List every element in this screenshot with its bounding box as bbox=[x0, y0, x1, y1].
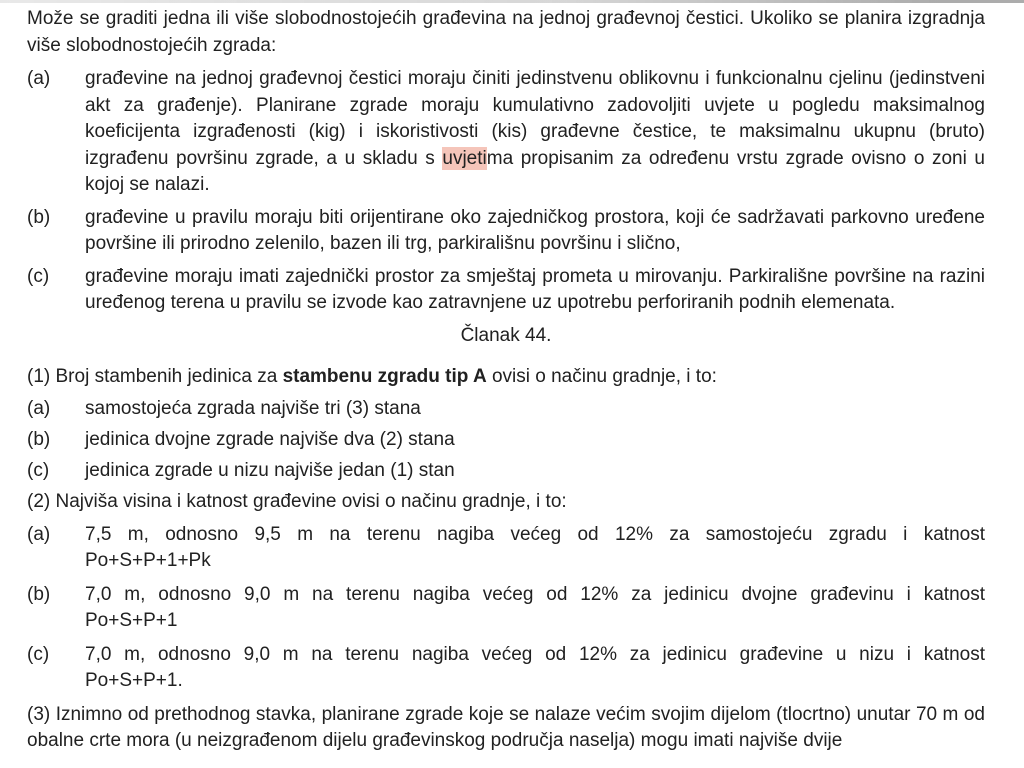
item-text bbox=[85, 66, 985, 199]
item-marker-c: (c) bbox=[27, 643, 50, 665]
item-text-line1: 7,0 m, odnosno 9,0 m na terenu nagiba većeg od 12% za jedinicu građevine u nizu i katnost bbox=[85, 643, 985, 665]
item-marker-c: (c) bbox=[27, 265, 50, 287]
item-marker-a: (a) bbox=[27, 68, 51, 89]
list1-item-c bbox=[27, 264, 985, 317]
item-text-line1: 7,5 m, odnosno 9,5 m na terenu nagiba većeg od 12% za samostojeću zgradu i katnost bbox=[85, 523, 985, 545]
item-text-line2: Po+S+P+1 bbox=[85, 610, 178, 631]
item-marker-a: (a) bbox=[27, 523, 51, 545]
list3-item-a bbox=[27, 522, 985, 575]
item-marker-b: (b) bbox=[27, 428, 51, 450]
item-text-line2: Po+S+P+1+Pk bbox=[85, 550, 211, 571]
bold-text: stambenu zgradu tip A bbox=[282, 366, 487, 387]
paragraph-2: (2) Najviša visina i katnost građevine ovisi o načinu gradnje, i to: bbox=[27, 491, 567, 512]
list1-item-b bbox=[27, 205, 985, 258]
highlighted-text: uvjeti bbox=[442, 147, 487, 169]
paragraph-1 bbox=[27, 364, 985, 391]
item-text-line1: 7,0 m, odnosno 9,0 m na terenu nagiba većeg od 12% za jedinicu dvojne građevinu i katnost bbox=[85, 583, 985, 605]
list3-item-c bbox=[27, 642, 985, 695]
item-text: jedinica dvojne zgrade najviše dva (2) stana bbox=[85, 428, 455, 450]
item-text-line2: Po+S+P+1. bbox=[85, 670, 183, 691]
item-text: građevine u pravilu moraju biti orijentirane oko zajedničkog prostora, koji će sadržavati parkovno uređene površine ili prirodno zelenilo, bazen ili trg, parkirališnu površinu i slično, bbox=[85, 206, 985, 254]
list2-item-c bbox=[27, 458, 985, 485]
item-marker-b: (b) bbox=[27, 206, 51, 228]
text-segment-after-highlight: ma propisanim za određenu vrstu zgrade ovisno o zoni u kojoj se nalazi. bbox=[85, 147, 985, 195]
paragraph-3: (3) Iznimno od prethodnog stavka, planirane zgrade koje se nalaze većim svojim dijelom (tlocrtno) unutar 70 m od obalne crte mora (u neizgrađenom dijelu građevinskog područja naselja) mogu imati najviše dvije bbox=[27, 703, 985, 751]
text-segment-before-bold: (1) Broj stambenih jedinica za bbox=[27, 366, 283, 387]
text-segment-before-highlight: građevine na jednoj građevnoj čestici moraju činiti jedinstvenu oblikovnu i funkcionalnu cjelinu (jedinstveni akt za građenje). Planirane zgrade moraju kumulativno zadovoljiti uvjete u pogledu maksimalnog koeficijenta izgrađenosti (kig) i iskoristivosti (kis) građevne čestice, te maksimalnu ukupnu (bruto) izgrađenu površinu zgrade, a u skladu s bbox=[85, 68, 985, 169]
item-marker-b: (b) bbox=[27, 583, 51, 605]
scan-artifact-top-edge bbox=[0, 0, 1024, 3]
list2-item-a bbox=[27, 396, 985, 423]
paragraph-intro: Može se graditi jedna ili više slobodnostojećih građevina na jednoj građevnoj čestici. Ukoliko se planira izgradnja više slobodnostojećih zgrada: bbox=[27, 8, 985, 56]
article-heading: Članak 44. bbox=[460, 324, 552, 346]
list2-item-b bbox=[27, 427, 985, 454]
list1-item-a bbox=[27, 66, 985, 199]
item-text: samostojeća zgrada najviše tri (3) stana bbox=[85, 397, 421, 419]
item-text: građevine moraju imati zajednički prostor za smještaj prometa u mirovanju. Parkirališne površine na razini uređenog terena u pravilu se izvode kao zatravnjene uz upotrebu perforiranih podnih elemenata. bbox=[85, 265, 985, 313]
text-segment-after-bold: ovisi o načinu gradnje, i to: bbox=[486, 366, 717, 387]
list3-item-b bbox=[27, 582, 985, 635]
item-text: jedinica zgrade u nizu najviše jedan (1) stan bbox=[85, 459, 455, 481]
item-marker-c: (c) bbox=[27, 459, 50, 481]
item-marker-a: (a) bbox=[27, 397, 51, 419]
